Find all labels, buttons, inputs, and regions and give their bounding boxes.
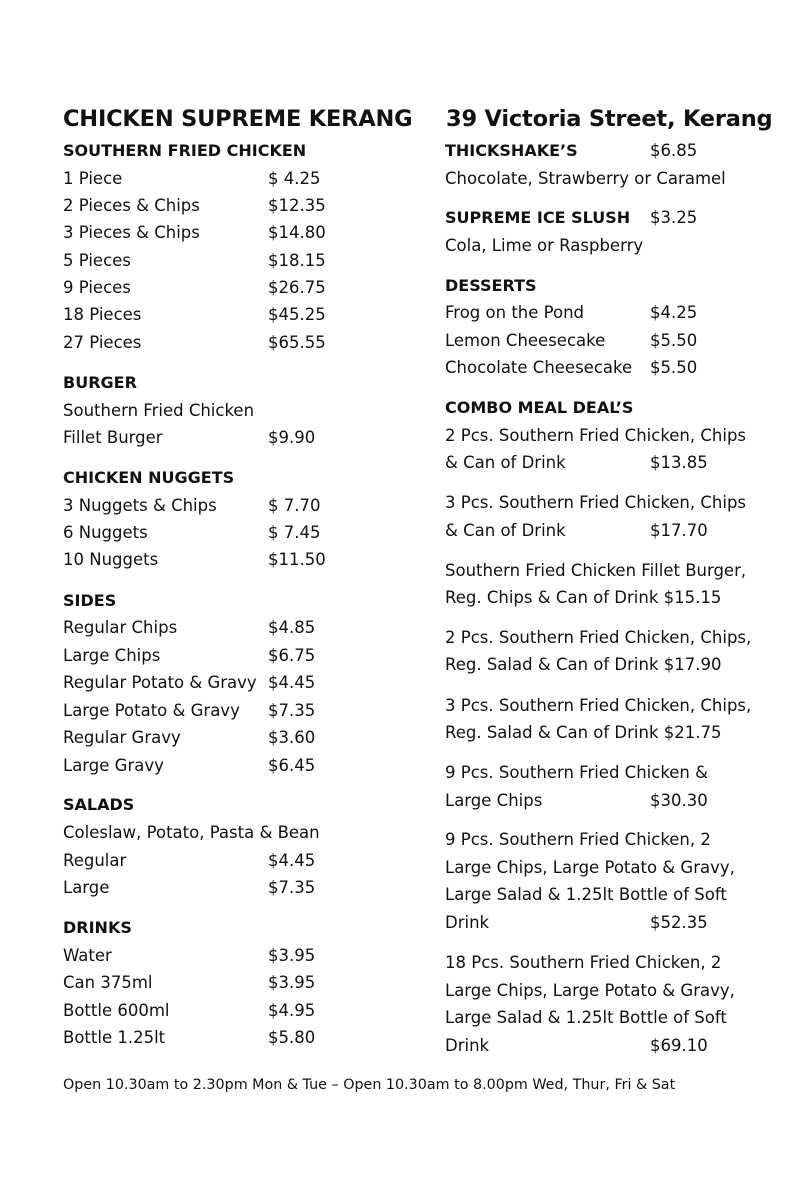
item-name: 1 Piece — [63, 169, 123, 188]
section-heading-desserts: DESSERTS — [445, 276, 537, 295]
item-name: Large Gravy — [63, 756, 164, 775]
menu-item — [445, 208, 698, 228]
item-price: $4.95 — [268, 1001, 316, 1020]
item-name: Bottle 600ml — [63, 1001, 170, 1020]
item-name: Can 375ml — [63, 973, 153, 992]
menu-item — [63, 646, 316, 666]
menu-item — [63, 878, 316, 898]
section-heading-southern: SOUTHERN FRIED CHICKEN — [63, 141, 307, 160]
menu-item — [63, 851, 316, 871]
menu-item — [63, 333, 326, 353]
item-price: $7.35 — [268, 701, 316, 720]
item-name: 9 Pieces — [63, 278, 131, 297]
item-price: $5.50 — [650, 331, 698, 350]
combo-line: & Can of Drink — [445, 453, 566, 472]
item-price: $7.35 — [268, 878, 316, 897]
menu-item — [445, 331, 698, 351]
menu-item — [445, 791, 708, 811]
combo-line: Reg. Chips & Can of Drink $15.15 — [445, 588, 722, 607]
item-price: $3.25 — [650, 208, 698, 227]
item-name: Lemon Cheesecake — [445, 331, 606, 350]
menu-item — [445, 913, 708, 933]
menu-item — [63, 1001, 316, 1021]
menu-item — [63, 523, 321, 543]
combo-line: Reg. Salad & Can of Drink $21.75 — [445, 723, 722, 742]
item-price: $69.10 — [650, 1036, 708, 1055]
combo-line: Southern Fried Chicken Fillet Burger, — [445, 561, 747, 580]
item-price: $52.35 — [650, 913, 708, 932]
menu-item — [63, 428, 316, 448]
item-name: Regular Potato & Gravy — [63, 673, 257, 692]
menu-item — [445, 303, 698, 323]
combo-line: Reg. Salad & Can of Drink $17.90 — [445, 655, 722, 674]
item-name: Water — [63, 946, 112, 965]
section-heading-thickshake: THICKSHAKE’S — [445, 141, 578, 160]
combo-line: & Can of Drink — [445, 521, 566, 540]
item-price: $3.95 — [268, 973, 316, 992]
menu-item — [445, 453, 708, 473]
combo-line: 2 Pcs. Southern Fried Chicken, Chips, — [445, 628, 752, 647]
item-price: $5.80 — [268, 1028, 316, 1047]
thickshake-desc: Chocolate, Strawberry or Caramel — [445, 169, 726, 188]
menu-item — [63, 196, 326, 216]
section-heading-combos: COMBO MEAL DEAL’S — [445, 398, 634, 417]
menu-item — [63, 728, 316, 748]
menu-item — [445, 1036, 708, 1056]
item-price: $14.80 — [268, 223, 326, 242]
item-price: $13.85 — [650, 453, 708, 472]
item-name: Chocolate Cheesecake — [445, 358, 633, 377]
combo-line: Large Chips, Large Potato & Gravy, — [445, 981, 735, 1000]
menu-item — [63, 278, 326, 298]
item-price: $6.85 — [650, 141, 698, 160]
menu-item — [63, 673, 316, 693]
menu-item — [445, 358, 698, 378]
item-name: 18 Pieces — [63, 305, 142, 324]
item-price: $ 7.45 — [268, 523, 321, 542]
combo-line: Drink — [445, 1036, 490, 1055]
item-price: $5.50 — [650, 358, 698, 377]
item-name: Regular Chips — [63, 618, 178, 637]
item-price: $4.25 — [650, 303, 698, 322]
opening-hours: Open 10.30am to 2.30pm Mon & Tue – Open 10.30am to 8.00pm Wed, Thur, Fri & Sat — [63, 1077, 676, 1093]
menu-item — [63, 169, 321, 189]
item-name: Large Chips — [63, 646, 161, 665]
item-name: 6 Nuggets — [63, 523, 148, 542]
section-heading-slush: SUPREME ICE SLUSH — [445, 208, 631, 227]
item-name: Bottle 1.25lt — [63, 1028, 166, 1047]
item-price: $12.35 — [268, 196, 326, 215]
combo-line: Large Chips, Large Potato & Gravy, — [445, 858, 735, 877]
item-name: 27 Pieces — [63, 333, 142, 352]
item-price: $3.95 — [268, 946, 316, 965]
item-name: Large Potato & Gravy — [63, 701, 240, 720]
item-price: $18.15 — [268, 251, 326, 270]
item-name: 10 Nuggets — [63, 550, 159, 569]
section-heading-sides: SIDES — [63, 591, 117, 610]
item-price: $26.75 — [268, 278, 326, 297]
item-price: $30.30 — [650, 791, 708, 810]
combo-line: 2 Pcs. Southern Fried Chicken, Chips — [445, 426, 747, 445]
item-price: $17.70 — [650, 521, 708, 540]
item-price: $4.45 — [268, 851, 316, 870]
combo-line: 9 Pcs. Southern Fried Chicken, 2 — [445, 830, 711, 849]
menu-item — [63, 251, 326, 271]
section-heading-nuggets: CHICKEN NUGGETS — [63, 468, 235, 487]
title-left: CHICKEN SUPREME KERANG — [63, 106, 413, 132]
item-name: Large — [63, 878, 110, 897]
menu-item — [63, 223, 326, 243]
combo-line: Large Salad & 1.25lt Bottle of Soft — [445, 885, 727, 904]
item-price: $4.45 — [268, 673, 316, 692]
item-price: $9.90 — [268, 428, 316, 447]
salads-desc: Coleslaw, Potato, Pasta & Bean — [63, 823, 320, 842]
menu-item — [63, 550, 326, 570]
item-name: Fillet Burger — [63, 428, 163, 447]
item-name: Frog on the Pond — [445, 303, 585, 322]
item-name: 3 Nuggets & Chips — [63, 496, 217, 515]
menu-item — [445, 521, 708, 541]
item-name: Regular — [63, 851, 127, 870]
combo-line: 9 Pcs. Southern Fried Chicken & — [445, 763, 709, 782]
item-price: $4.85 — [268, 618, 316, 637]
item-price: $ 4.25 — [268, 169, 321, 188]
section-heading-drinks: DRINKS — [63, 918, 132, 937]
menu-item — [63, 496, 321, 516]
menu-item — [63, 1028, 316, 1048]
item-price: $6.45 — [268, 756, 316, 775]
burger-line: Southern Fried Chicken — [63, 401, 255, 420]
menu-item — [63, 618, 316, 638]
combo-line: 3 Pcs. Southern Fried Chicken, Chips — [445, 493, 747, 512]
section-heading-salads: SALADS — [63, 795, 135, 814]
combo-line: 18 Pcs. Southern Fried Chicken, 2 — [445, 953, 722, 972]
slush-desc: Cola, Lime or Raspberry — [445, 236, 644, 255]
combo-line: Drink — [445, 913, 490, 932]
menu-item — [63, 973, 316, 993]
item-name: Regular Gravy — [63, 728, 181, 747]
item-name: 2 Pieces & Chips — [63, 196, 200, 215]
item-price: $6.75 — [268, 646, 316, 665]
combo-line: Large Chips — [445, 791, 543, 810]
combo-line: 3 Pcs. Southern Fried Chicken, Chips, — [445, 696, 752, 715]
menu-item — [63, 756, 316, 776]
menu-item — [63, 305, 326, 325]
combo-line: Large Salad & 1.25lt Bottle of Soft — [445, 1008, 727, 1027]
item-price: $65.55 — [268, 333, 326, 352]
item-price: $3.60 — [268, 728, 316, 747]
section-heading-burger: BURGER — [63, 373, 137, 392]
item-price: $ 7.70 — [268, 496, 321, 515]
menu-item — [445, 141, 698, 161]
item-price: $11.50 — [268, 550, 326, 569]
item-name: 5 Pieces — [63, 251, 131, 270]
menu-item — [63, 701, 316, 721]
menu-item — [63, 946, 316, 966]
item-price: $45.25 — [268, 305, 326, 324]
item-name: 3 Pieces & Chips — [63, 223, 200, 242]
title-right: 39 Victoria Street, Kerang — [446, 106, 773, 132]
